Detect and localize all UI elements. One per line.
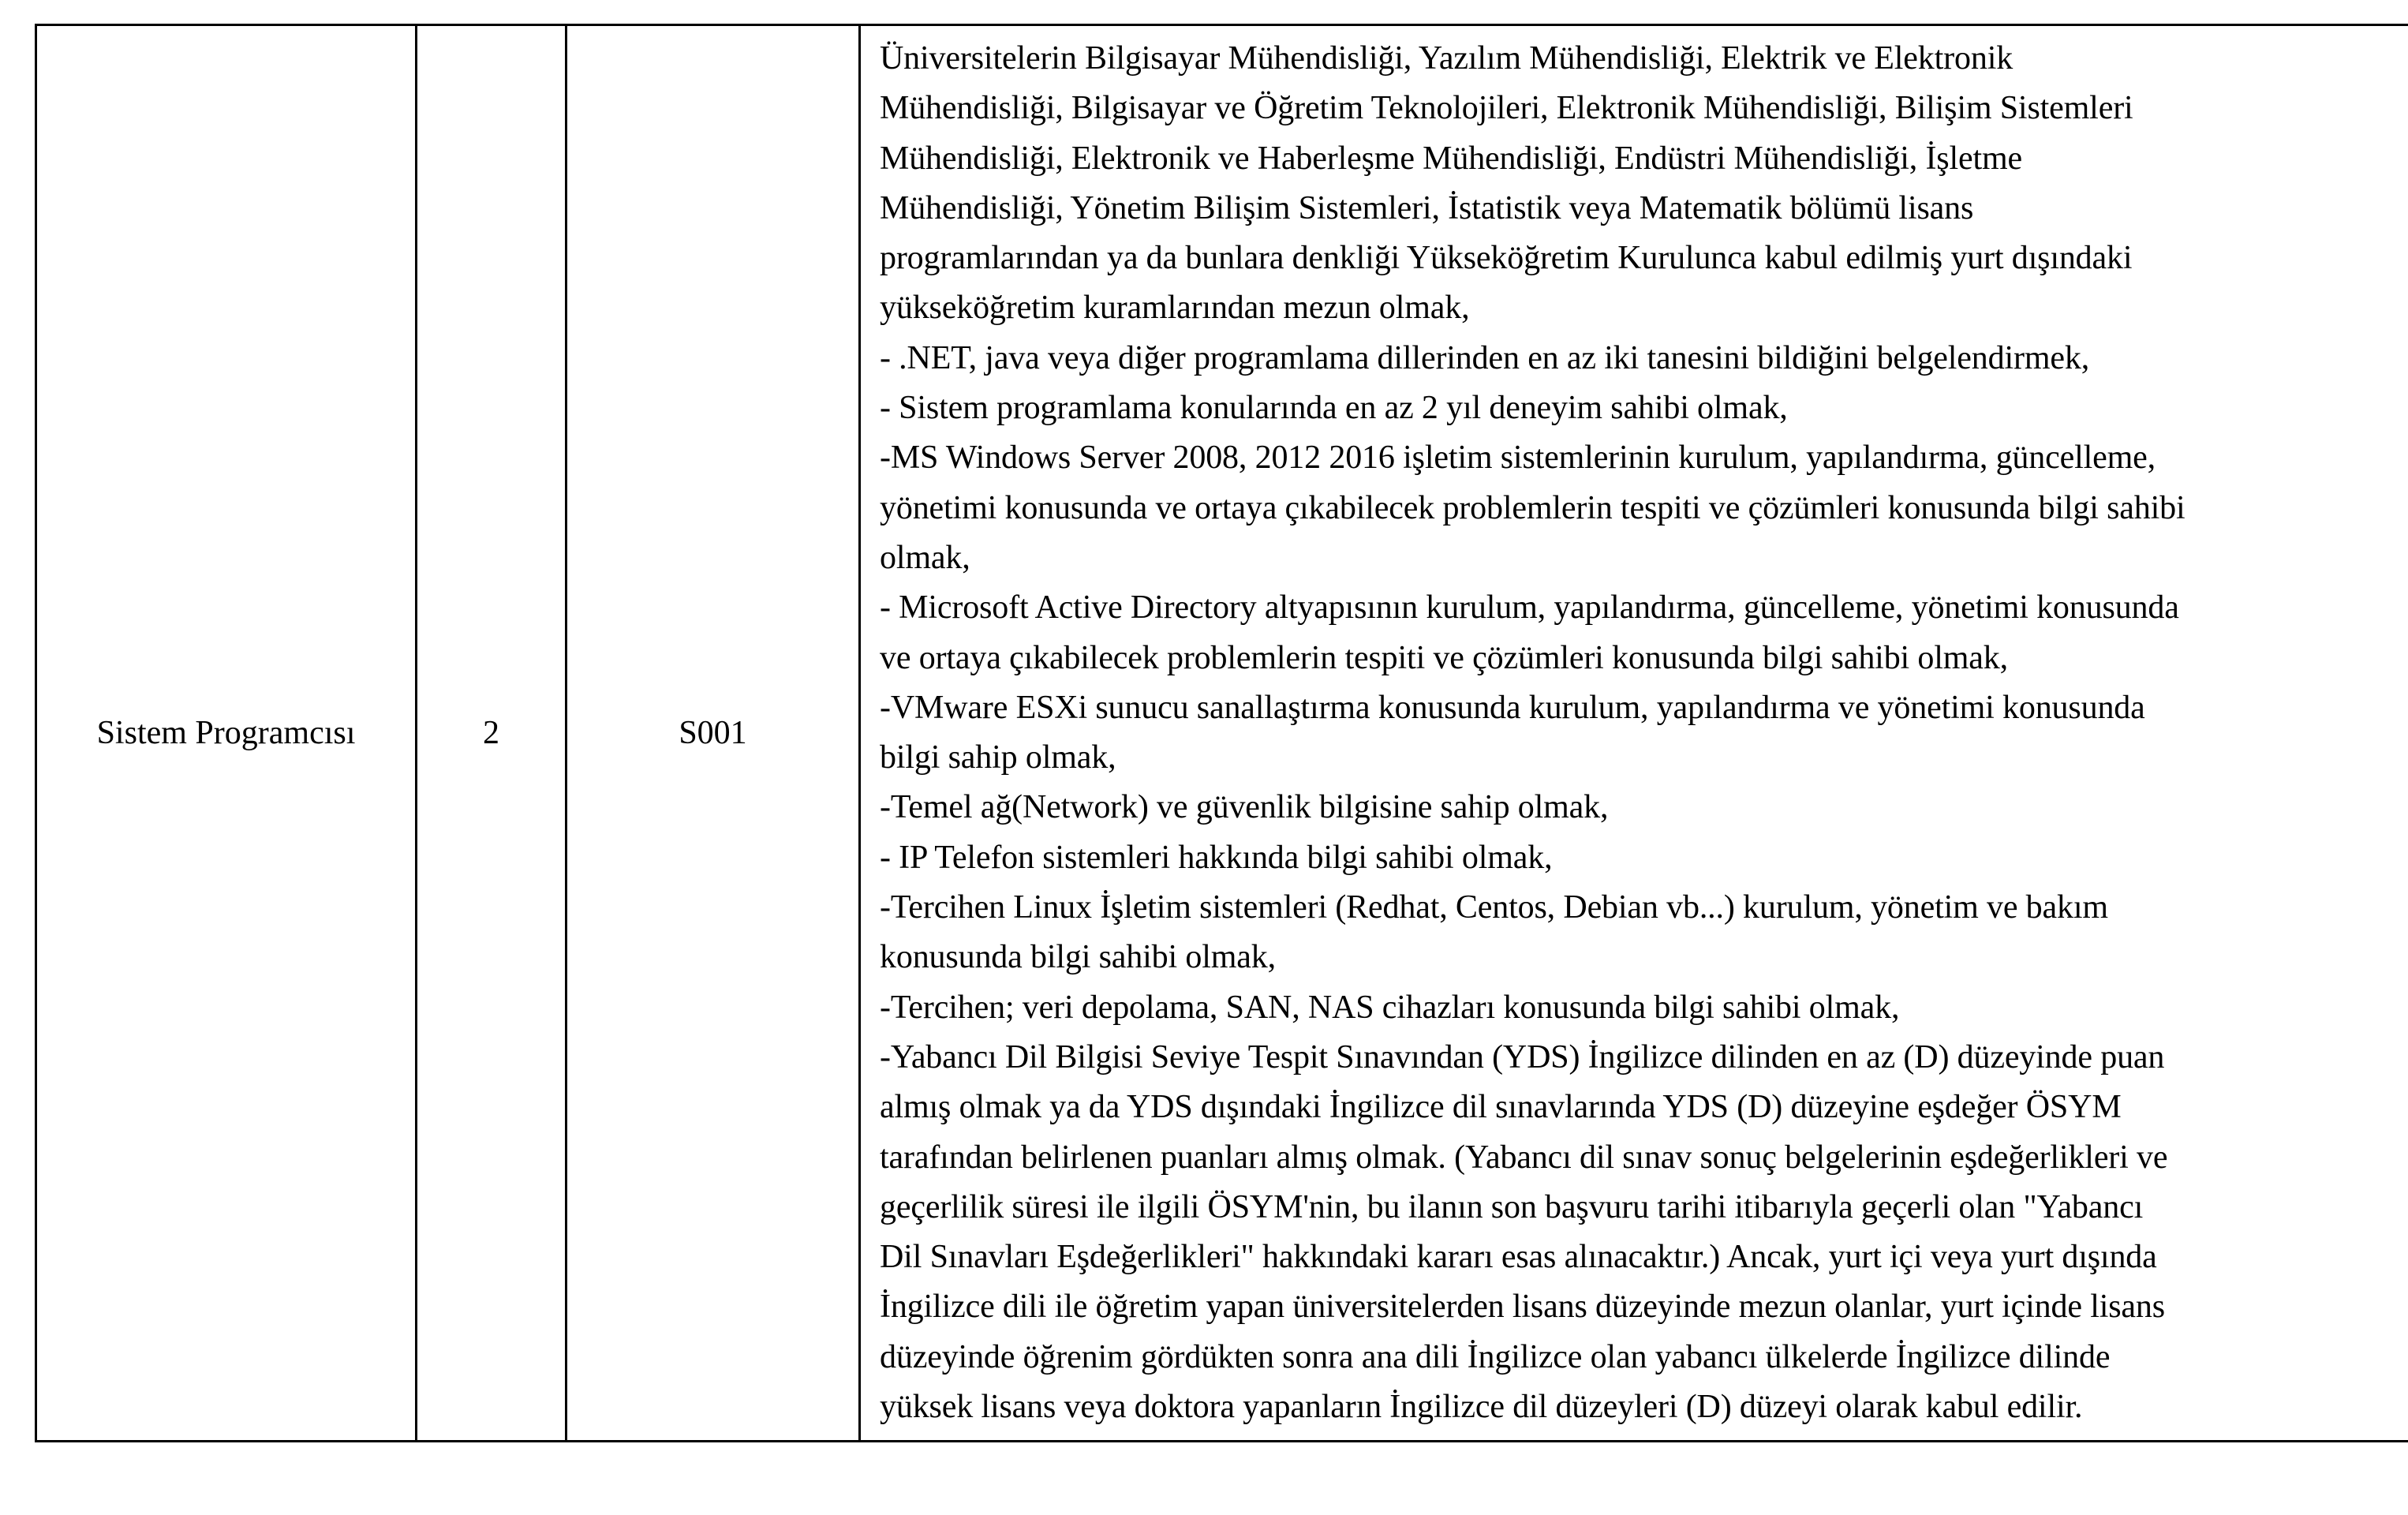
requirement-line: - Sistem programlama konularında en az 2 yıl deneyim sahibi olmak, [880,390,1788,427]
position-count-cell [417,25,566,1442]
position-code: S001 [679,714,747,751]
requirement-line: Dil Sınavları Eşdeğerlikleri" hakkındaki kararı esas alınacaktır.) Ancak, yurt içi veya yurt dışında [880,1239,2157,1276]
requirement-line: yükseköğretim kuramlarından mezun olmak, [880,290,1470,327]
requirement-line: almış olmak ya da YDS dışındaki İngilizce dil sınavlarında YDS (D) düzeyine eşdeğer ÖSYM [880,1089,2122,1126]
requirement-line: -Yabancı Dil Bilgisi Seviye Tespit Sınavından (YDS) İngilizce dilinden en az (D) düzeyinde puan [880,1038,2165,1075]
job-requirements-table [35,24,2408,1442]
requirements-cell [860,25,2408,1442]
requirement-line: -VMware ESXi sunucu sanallaştırma konusunda kurulum, yapılandırma ve yönetimi konusunda [880,689,2145,726]
requirement-line: ve ortaya çıkabilecek problemlerin tespiti ve çözümleri konusunda bilgi sahibi olmak, [880,639,2008,676]
requirement-line: Mühendisliği, Elektronik ve Haberleşme Mühendisliği, Endüstri Mühendisliği, İşletme [880,140,2023,177]
requirement-line: tarafından belirlenen puanları almış olmak. (Yabancı dil sınav sonuç belgelerinin eşdeğerlikleri ve [880,1139,2168,1176]
requirement-line: geçerlilik süresi ile ilgili ÖSYM'nin, bu ilanın son başvuru tarihi itibarıyla geçerli olan "Yabancı [880,1188,2144,1225]
position-title: Sistem Programcısı [96,714,356,751]
requirement-line: -MS Windows Server 2008, 2012 2016 işletim sistemlerinin kurulum, yapılandırma, güncelleme, [880,440,2156,477]
position-code-cell [566,25,860,1442]
requirement-line: Mühendisliği, Yönetim Bilişim Sistemleri, İstatistik veya Matematik bölümü lisans [880,189,1974,226]
position-count: 2 [483,714,499,751]
requirement-line: Mühendisliği, Bilgisayar ve Öğretim Teknolojileri, Elektronik Mühendisliği, Bilişim Sistemleri [880,90,2133,127]
requirement-line: olmak, [880,539,970,576]
position-title-cell [36,25,417,1442]
requirement-line: konusunda bilgi sahibi olmak, [880,939,1276,976]
table-row [36,25,2408,1442]
requirement-line: - IP Telefon sistemleri hakkında bilgi sahibi olmak, [880,839,1553,876]
requirement-line: İngilizce dili ile öğretim yapan üniversitelerden lisans düzeyinde mezun olanlar, yurt içinde lisans [880,1289,2165,1326]
requirement-line: programlarından ya da bunlara denkliği Yükseköğretim Kurulunca kabul edilmiş yurt dışındaki [880,240,2133,277]
requirement-line: düzeyinde öğrenim gördükten sonra ana dili İngilizce olan yabancı ülkelerde İngilizce dilinde [880,1338,2111,1375]
requirement-line: -Temel ağ(Network) ve güvenlik bilgisine sahip olmak, [880,789,1609,826]
requirement-line: Üniversitelerin Bilgisayar Mühendisliği, Yazılım Mühendisliği, Elektrik ve Elektronik [880,40,2014,77]
requirement-line: bilgi sahip olmak, [880,739,1116,776]
requirement-line: yönetimi konusunda ve ortaya çıkabilecek problemlerin tespiti ve çözümleri konusunda bilgi sahibi [880,489,2186,526]
requirement-line: yüksek lisans veya doktora yapanların İngilizce dil düzeyleri (D) düzeyi olarak kabul edilir. [880,1389,2083,1426]
requirement-line: - .NET, java veya diğer programlama dillerinden en az iki tanesini bildiğini belgelendirmek, [880,339,2090,376]
requirement-line: -Tercihen; veri depolama, SAN, NAS cihazları konusunda bilgi sahibi olmak, [880,989,1900,1026]
requirement-line: -Tercihen Linux İşletim sistemleri (Redhat, Centos, Debian vb...) kurulum, yönetim ve bakım [880,889,2108,926]
requirement-line: - Microsoft Active Directory altyapısının kurulum, yapılandırma, güncelleme, yönetimi konusunda [880,589,2179,627]
